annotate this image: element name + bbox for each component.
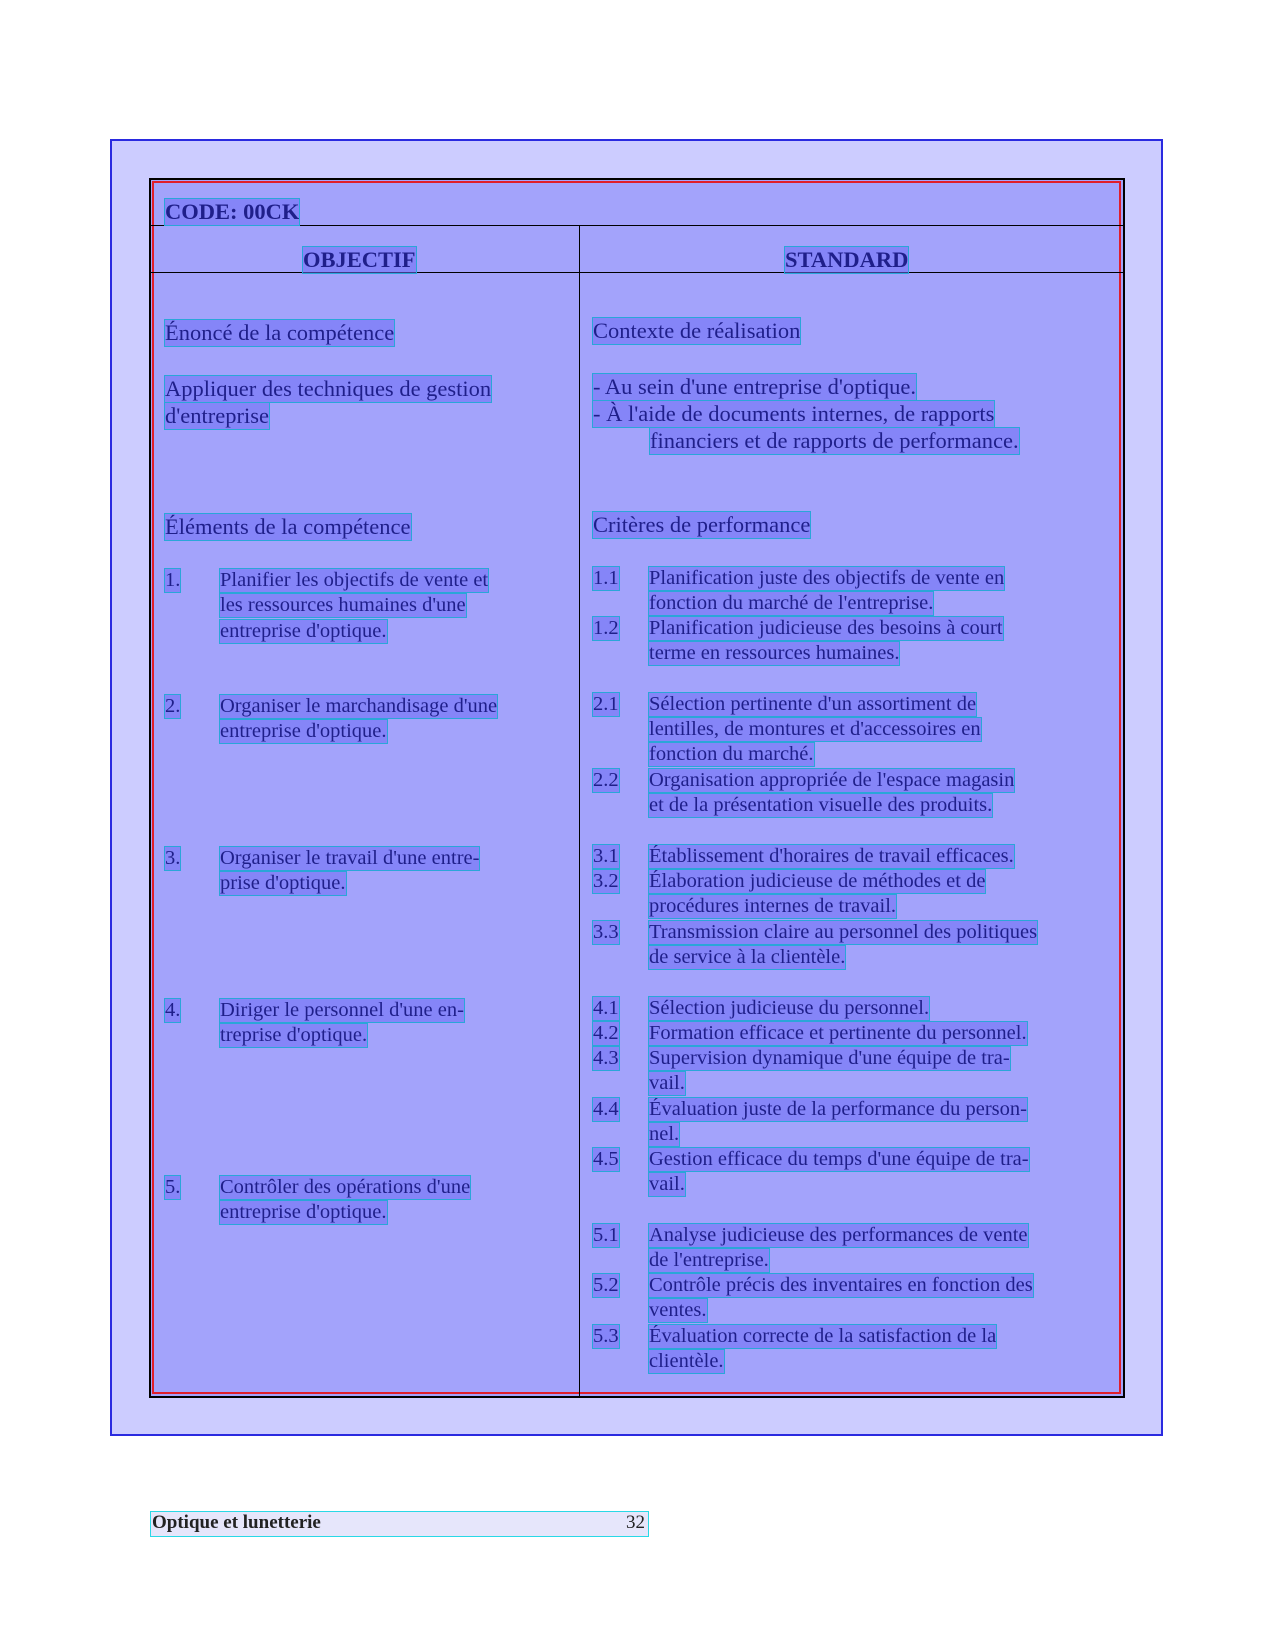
enonce-title: Énoncé de la compétence (165, 320, 395, 345)
criterion-number: 4.1 (593, 997, 619, 1019)
criterion-line: lentilles, de montures et d'accessoires en (649, 718, 981, 740)
element-line: entreprise d'optique. (220, 1201, 387, 1223)
column-header-divider (151, 272, 1123, 273)
criterion-line: Organisation appropriée de l'espace magasin (649, 769, 1015, 791)
criterion-number: 3.1 (593, 845, 619, 867)
criterion-line: Sélection judicieuse du personnel. (649, 997, 930, 1019)
criterion-line: Contrôle précis des inventaires en fonction des (649, 1274, 1033, 1296)
elements-title: Éléments de la compétence (165, 514, 411, 539)
criterion-line: de l'entreprise. (649, 1249, 769, 1271)
contexte-line: - Au sein d'une entreprise d'optique. (593, 374, 917, 399)
criterion-line: Analyse judicieuse des performances de vente (649, 1224, 1028, 1246)
criterion-number: 4.4 (593, 1098, 619, 1120)
contexte-line: financiers et de rapports de performance. (650, 428, 1019, 453)
competence-code: CODE: 00CK (165, 199, 300, 224)
header-divider (151, 225, 1123, 226)
criterion-number: 5.1 (593, 1224, 619, 1246)
criterion-line: Évaluation correcte de la satisfaction de la (649, 1325, 997, 1347)
criterion-line: Supervision dynamique d'une équipe de tra- (649, 1047, 1010, 1069)
criterion-line: clientèle. (649, 1350, 724, 1372)
criterion-line: Élaboration judicieuse de méthodes et de (649, 870, 986, 892)
criterion-line: fonction du marché de l'entreprise. (649, 592, 934, 614)
criterion-line: Transmission claire au personnel des politiques (649, 921, 1038, 943)
element-number: 1. (165, 569, 181, 591)
footer-title: Optique et lunetterie (152, 1512, 321, 1533)
criterion-line: Établissement d'horaires de travail efficaces. (649, 845, 1014, 867)
criteres-title: Critères de performance (593, 512, 811, 537)
criterion-line: nel. (649, 1123, 680, 1145)
criterion-line: Sélection pertinente d'un assortiment de (649, 693, 977, 715)
criterion-line: ventes. (649, 1299, 707, 1321)
enonce-line: d'entreprise (165, 403, 270, 428)
element-number: 4. (165, 999, 181, 1021)
criterion-number: 4.3 (593, 1047, 619, 1069)
element-line: Organiser le marchandisage d'une (220, 695, 498, 717)
criterion-number: 4.2 (593, 1022, 619, 1044)
element-line: les ressources humaines d'une (220, 594, 466, 616)
criterion-line: terme en ressources humaines. (649, 642, 900, 664)
element-line: entreprise d'optique. (220, 620, 387, 642)
element-line: Organiser le travail d'une entre- (220, 847, 480, 869)
criterion-line: Gestion efficace du temps d'une équipe de tra- (649, 1148, 1029, 1170)
criterion-line: de service à la clientèle. (649, 946, 846, 968)
standard-header: STANDARD (785, 247, 909, 272)
criterion-line: Évaluation juste de la performance du person- (649, 1098, 1027, 1120)
criterion-number: 4.5 (593, 1148, 619, 1170)
enonce-line: Appliquer des techniques de gestion (165, 376, 492, 401)
criterion-number: 3.2 (593, 870, 619, 892)
criterion-number: 2.1 (593, 693, 619, 715)
element-line: treprise d'optique. (220, 1024, 368, 1046)
page-number: 32 (626, 1512, 645, 1533)
criterion-line: vail. (649, 1173, 685, 1195)
criterion-line: Planification judicieuse des besoins à court (649, 617, 1003, 639)
criterion-line: Planification juste des objectifs de vente en (649, 567, 1005, 589)
column-divider (579, 225, 580, 1397)
criterion-number: 2.2 (593, 769, 619, 791)
element-line: prise d'optique. (220, 872, 346, 894)
objectif-header: OBJECTIF (303, 247, 416, 272)
criterion-line: vail. (649, 1072, 685, 1094)
contexte-line: - À l'aide de documents internes, de rapports (593, 401, 995, 426)
criterion-line: et de la présentation visuelle des produits. (649, 794, 993, 816)
criterion-number: 5.2 (593, 1274, 619, 1296)
criterion-line: procédures internes de travail. (649, 895, 897, 917)
criterion-number: 3.3 (593, 921, 619, 943)
element-number: 5. (165, 1176, 181, 1198)
criterion-number: 5.3 (593, 1325, 619, 1347)
element-line: Contrôler des opérations d'une (220, 1176, 471, 1198)
contexte-title: Contexte de réalisation (593, 318, 801, 343)
element-line: Planifier les objectifs de vente et (220, 569, 489, 591)
criterion-number: 1.1 (593, 567, 619, 589)
element-number: 3. (165, 847, 181, 869)
criterion-number: 1.2 (593, 617, 619, 639)
element-line: entreprise d'optique. (220, 720, 387, 742)
criterion-line: fonction du marché. (649, 743, 814, 765)
element-number: 2. (165, 695, 181, 717)
element-line: Diriger le personnel d'une en- (220, 999, 464, 1021)
criterion-line: Formation efficace et pertinente du personnel. (649, 1022, 1027, 1044)
